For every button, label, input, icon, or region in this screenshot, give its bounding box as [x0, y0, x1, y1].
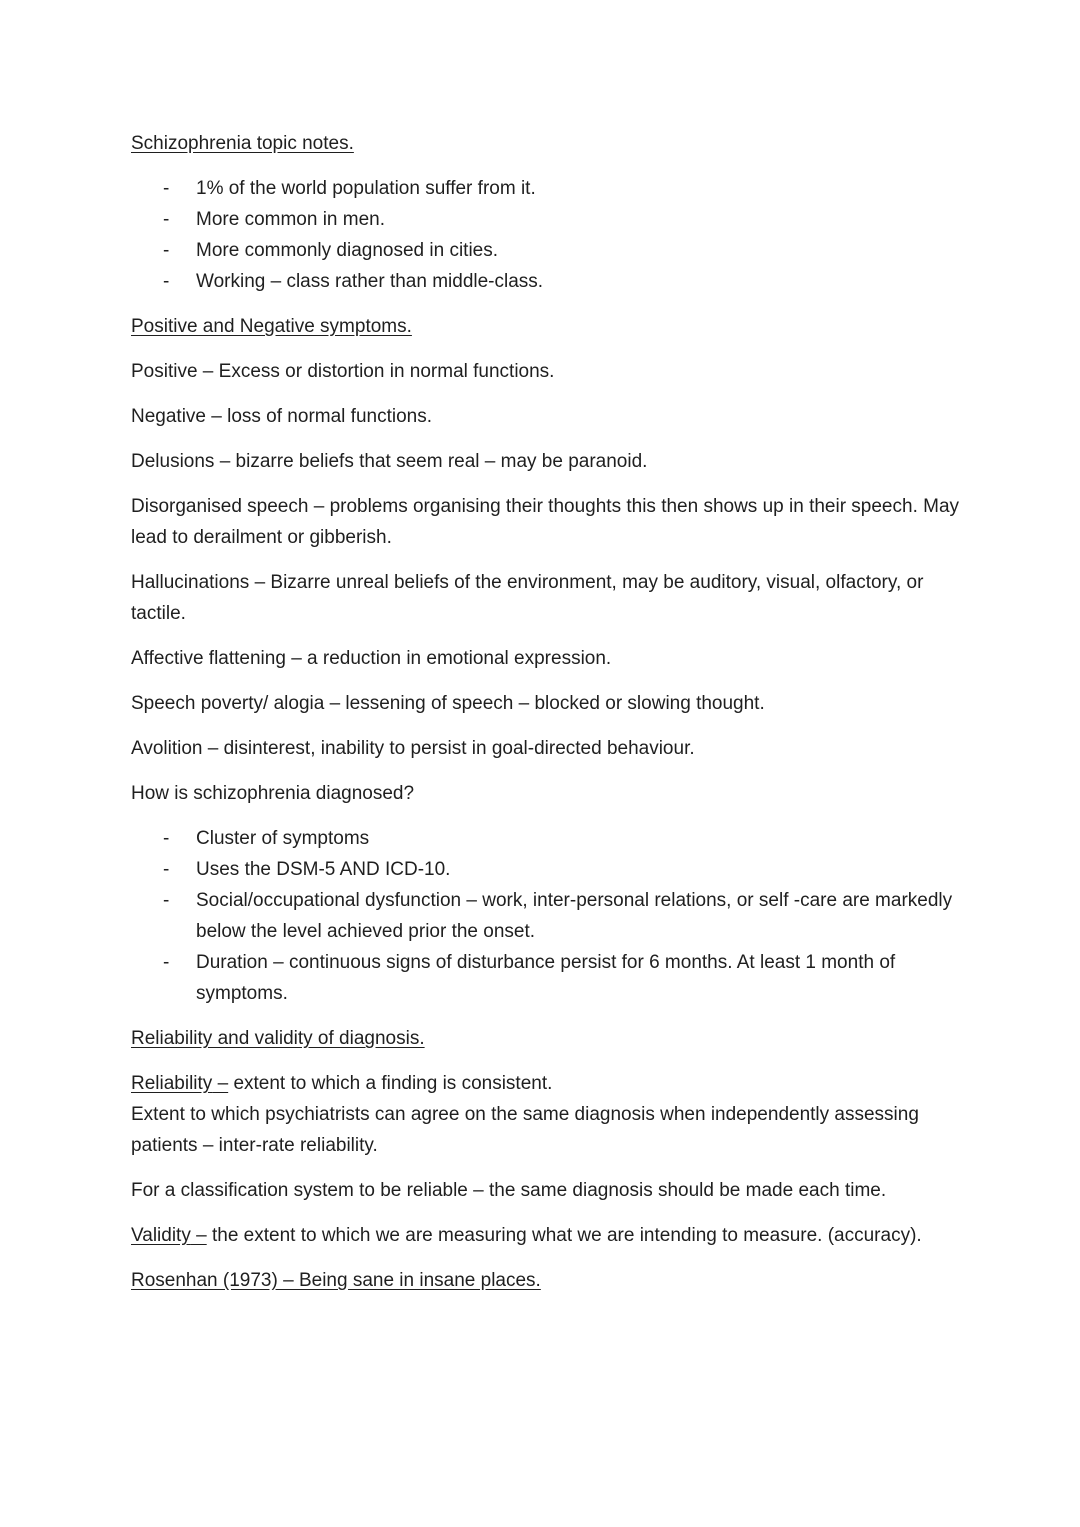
- diagnosis-bullet-list: [131, 823, 960, 1009]
- reliability-detail: Extent to which psychiatrists can agree on the same diagnosis when independently assessing patients – inter-rate reliability.: [131, 1104, 919, 1156]
- list-item: - 1% of the world population suffer from it.: [131, 173, 960, 204]
- paragraph-delusions: Delusions – bizarre beliefs that seem real – may be paranoid.: [131, 451, 648, 472]
- list-item: - Cluster of symptoms: [131, 823, 960, 854]
- paragraph-speech-poverty: Speech poverty/ alogia – lessening of speech – blocked or slowing thought.: [131, 693, 765, 714]
- list-item: - More common in men.: [131, 204, 960, 235]
- list-item: - Duration – continuous signs of disturbance persist for 6 months. At least 1 month of symptoms.: [131, 947, 960, 1009]
- rosenhan-heading: Rosenhan (1973) – Being sane in insane places.: [131, 1270, 541, 1291]
- paragraph-positive: Positive – Excess or distortion in normal functions.: [131, 361, 555, 382]
- intro-bullet-list: [131, 173, 960, 297]
- paragraph-hallucinations: Hallucinations – Bizarre unreal beliefs of the environment, may be auditory, visual, olfactory, or tactile.: [131, 572, 924, 624]
- list-item: - Social/occupational dysfunction – work, inter-personal relations, or self -care are markedly below the level achieved prior the onset.: [131, 885, 960, 947]
- paragraph-reliable-system: For a classification system to be reliable – the same diagnosis should be made each time.: [131, 1180, 887, 1201]
- validity-definition: the extent to which we are measuring what we are intending to measure. (accuracy).: [206, 1225, 922, 1246]
- list-item: - Working – class rather than middle-class.: [131, 266, 960, 297]
- symptoms-heading: Positive and Negative symptoms.: [131, 316, 412, 337]
- page-title: Schizophrenia topic notes.: [131, 133, 354, 154]
- validity-term: Validity –: [131, 1225, 207, 1246]
- reliability-term: Reliability –: [131, 1073, 229, 1094]
- reliability-definition: extent to which a finding is consistent.: [228, 1073, 553, 1094]
- paragraph-affective-flattening: Affective flattening – a reduction in emotional expression.: [131, 648, 612, 669]
- paragraph-avolition: Avolition – disinterest, inability to persist in goal-directed behaviour.: [131, 738, 695, 759]
- list-item: - More commonly diagnosed in cities.: [131, 235, 960, 266]
- paragraph-validity: [131, 1220, 960, 1251]
- paragraph-diagnosis-question: How is schizophrenia diagnosed?: [131, 783, 415, 804]
- reliability-validity-heading: Reliability and validity of diagnosis.: [131, 1028, 425, 1049]
- paragraph-negative: Negative – loss of normal functions.: [131, 406, 432, 427]
- list-item: - Uses the DSM-5 AND ICD-10.: [131, 854, 960, 885]
- paragraph-disorganised-speech: Disorganised speech – problems organising their thoughts this then shows up in their speech. May lead to derailment or gibberish.: [131, 496, 960, 548]
- reliability-definition-line: [131, 1068, 960, 1099]
- paragraph-reliability: [131, 1068, 960, 1161]
